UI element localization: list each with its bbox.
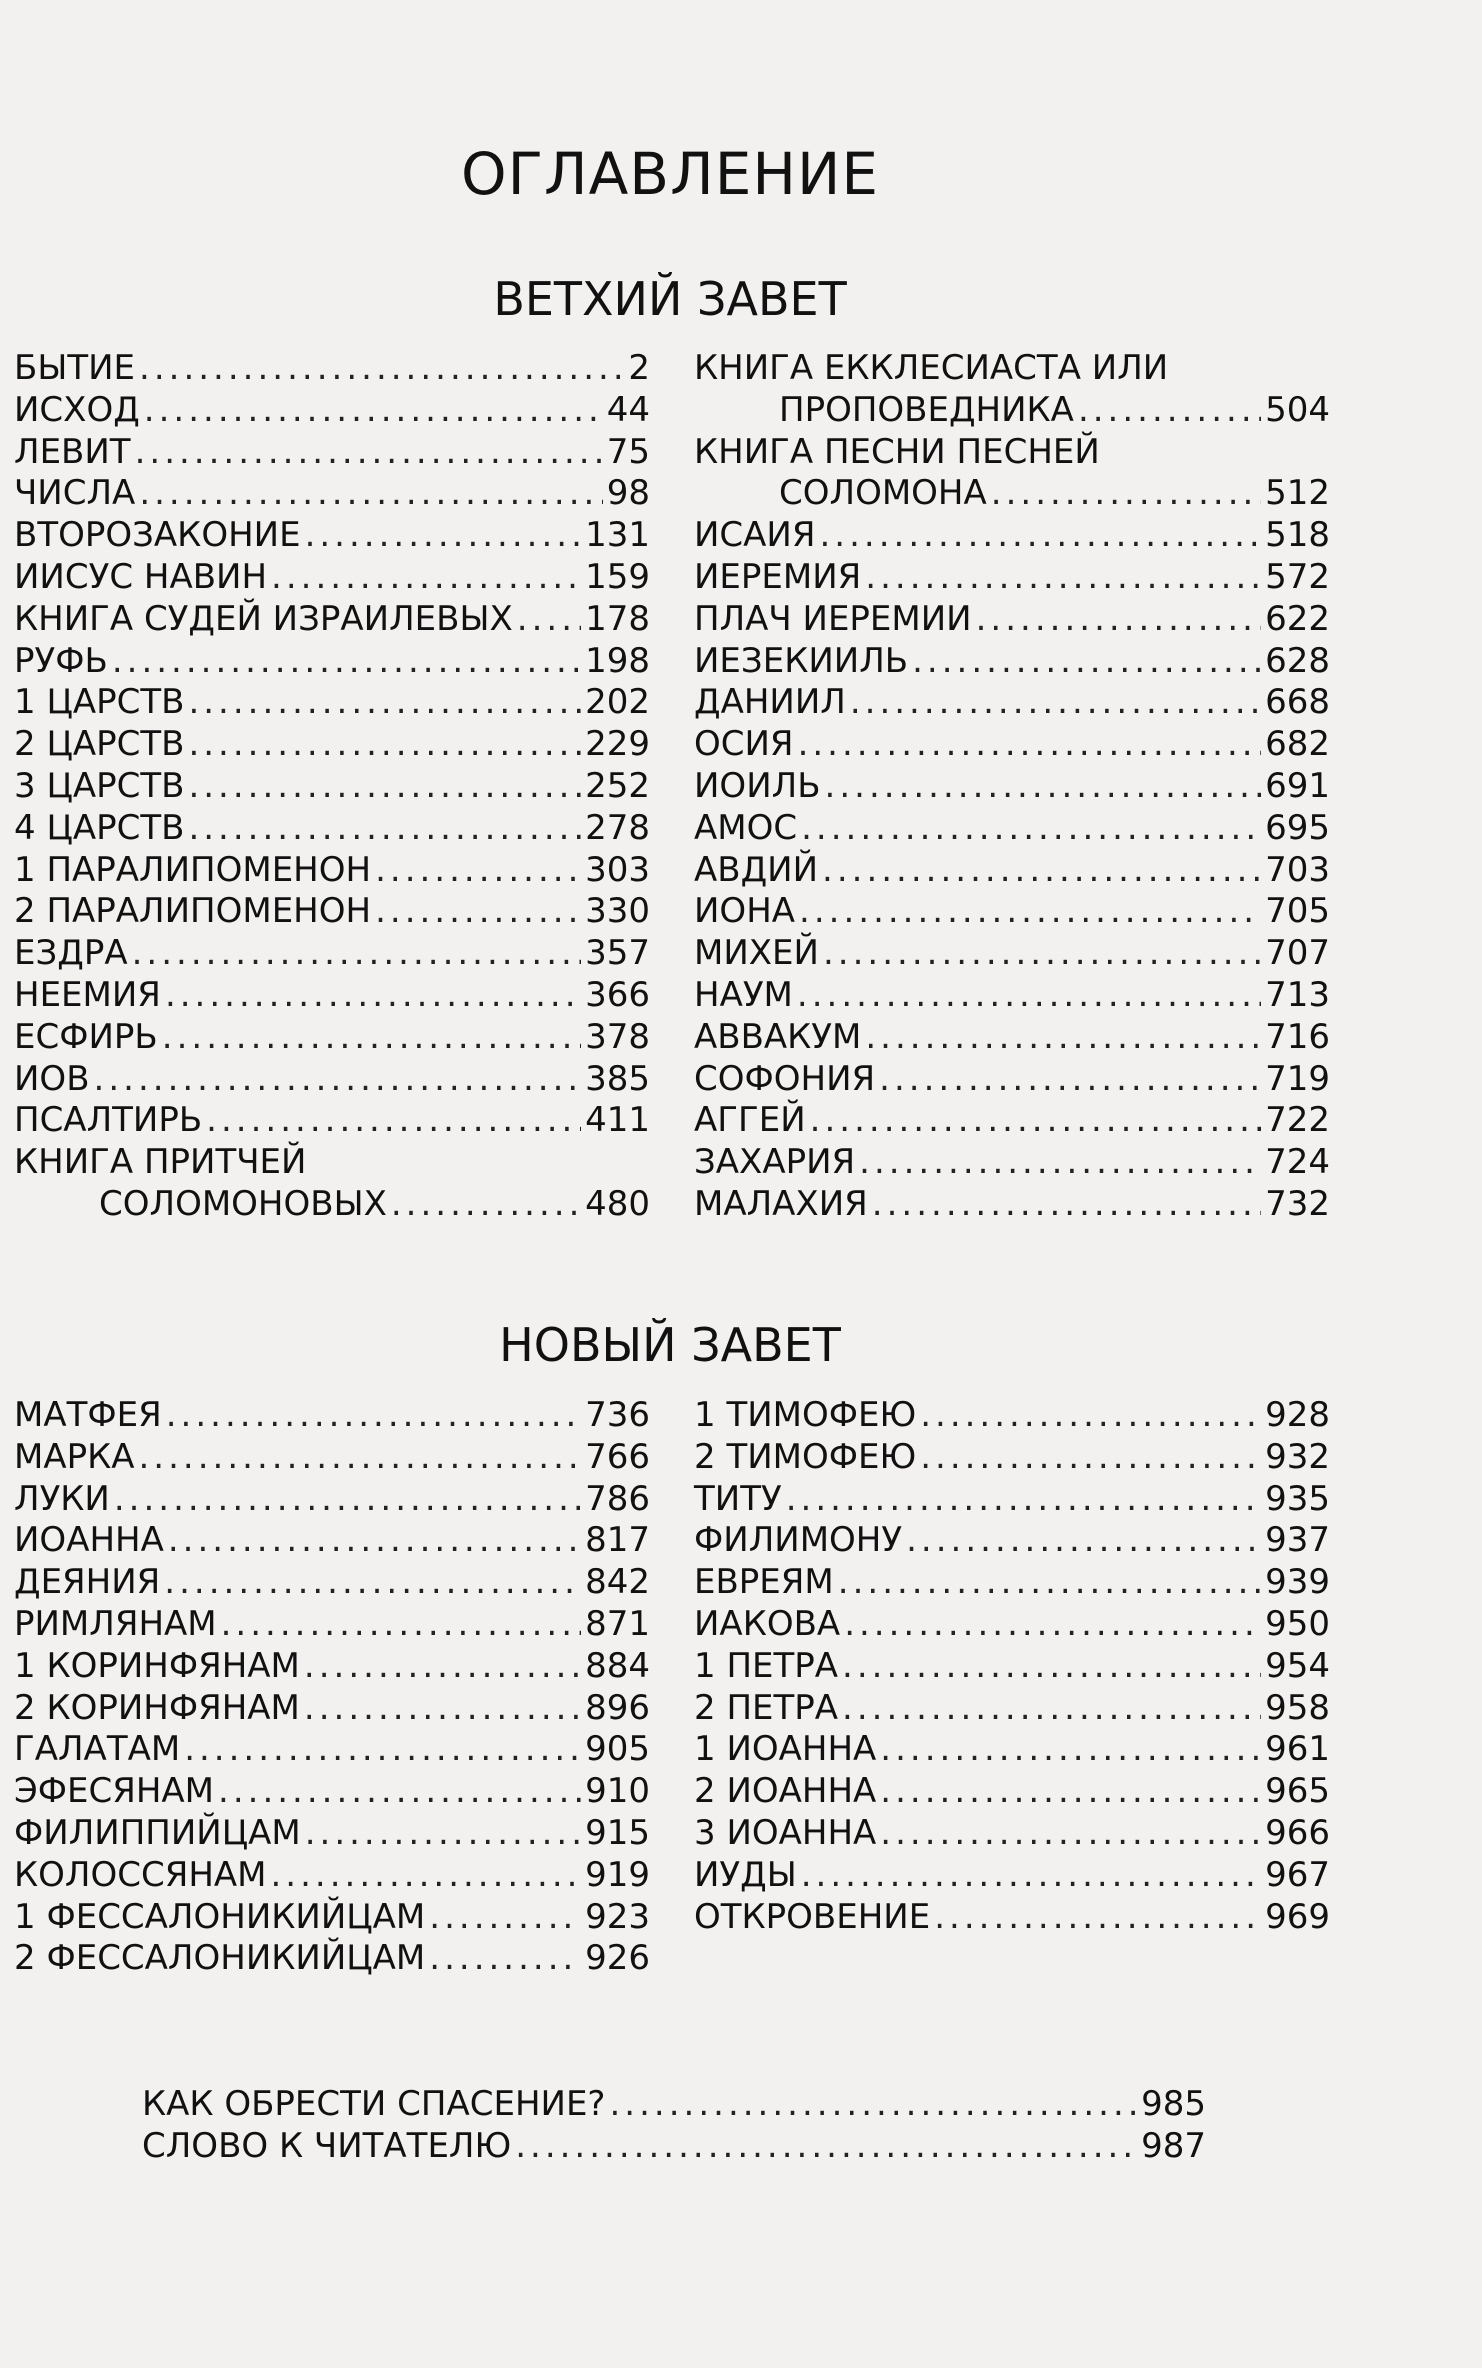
dot-leader	[188, 766, 581, 808]
toc-entry-title: 2 ЦАРСТВ	[14, 724, 185, 765]
toc-entry-title: 2 ИОАННА	[694, 1771, 877, 1812]
toc-entry[interactable]	[14, 557, 650, 599]
dot-leader	[188, 808, 581, 850]
dot-leader	[168, 1520, 581, 1562]
dot-leader	[865, 1017, 1261, 1059]
toc-entry-page: 939	[1265, 1562, 1330, 1603]
toc-entry[interactable]	[694, 850, 1330, 892]
toc-entry[interactable]	[14, 724, 650, 766]
toc-entry-proverbs-line1: КНИГА ПРИТЧЕЙ	[14, 1142, 307, 1183]
dot-leader	[139, 473, 602, 515]
toc-entry[interactable]	[14, 473, 650, 515]
toc-entry[interactable]	[14, 1813, 650, 1855]
old-testament-left-column	[14, 348, 650, 1226]
toc-entry[interactable]	[14, 1729, 650, 1771]
dot-leader	[920, 1437, 1261, 1479]
toc-entry[interactable]	[694, 1729, 1330, 1771]
toc-entry-title: БЫТИЕ	[14, 348, 136, 388]
toc-entry-page: 842	[585, 1562, 650, 1603]
dot-leader	[912, 641, 1261, 683]
toc-entry-page: 178	[585, 598, 650, 639]
toc-entry-title: ИОВ	[14, 1058, 90, 1099]
toc-entry[interactable]	[14, 432, 650, 474]
section-title-new-testament: НОВЫЙ ЗАВЕТ	[499, 1318, 841, 1372]
dot-leader	[94, 1059, 582, 1101]
toc-entry[interactable]	[14, 1688, 650, 1730]
dot-leader	[221, 1604, 581, 1646]
dot-leader	[822, 850, 1261, 892]
toc-entry[interactable]	[694, 1059, 1330, 1101]
toc-entry-title: СЛОВО К ЧИТАТЕЛЮ	[142, 2125, 512, 2166]
dot-leader	[798, 724, 1262, 766]
dot-leader	[139, 1437, 582, 1479]
toc-entry-page: 357	[585, 933, 650, 974]
toc-entry-title: 1 ПЕТРА	[694, 1645, 839, 1686]
dot-leader	[842, 1688, 1261, 1730]
toc-entry-title: МАТФЕЯ	[14, 1395, 162, 1435]
toc-entry-title: 2 ТИМОФЕЮ	[694, 1436, 917, 1477]
toc-entry-page: 75	[606, 431, 650, 472]
toc-entry[interactable]	[14, 1562, 650, 1604]
dot-leader	[842, 1646, 1261, 1688]
toc-entry-page: 705	[1265, 891, 1330, 932]
toc-entry[interactable]	[694, 975, 1330, 1017]
toc-entry-title: РУФЬ	[14, 640, 108, 681]
toc-entry-page: 202	[585, 682, 650, 723]
toc-entry[interactable]	[14, 1604, 650, 1646]
toc-entry-page: 668	[1265, 682, 1330, 723]
toc-entry[interactable]	[694, 682, 1330, 724]
toc-entry-page: 766	[585, 1436, 650, 1477]
dot-leader	[797, 975, 1261, 1017]
toc-entry-title: ДЕЯНИЯ	[14, 1562, 161, 1603]
dot-leader	[135, 432, 603, 474]
toc-entry[interactable]	[14, 641, 650, 683]
toc-entry-title: ЕСФИРЬ	[14, 1016, 158, 1057]
toc-entry[interactable]	[694, 1100, 1330, 1142]
toc-entry[interactable]	[694, 515, 1330, 557]
new-testament-left-column	[14, 1395, 650, 1980]
dot-leader	[184, 1729, 581, 1771]
toc-entry[interactable]	[694, 933, 1330, 975]
toc-entry[interactable]	[694, 1017, 1330, 1059]
toc-entry[interactable]	[694, 808, 1330, 850]
toc-entry-page: 198	[585, 640, 650, 681]
dot-leader	[810, 1100, 1261, 1142]
toc-entry-title: 2 ФЕССАЛОНИКИЙЦАМ	[14, 1938, 426, 1979]
dot-leader	[880, 1729, 1261, 1771]
toc-entry-title: ДАНИИЛ	[694, 682, 846, 723]
dot-leader	[850, 682, 1261, 724]
toc-entry[interactable]	[694, 1562, 1330, 1604]
toc-entry-page: 958	[1265, 1687, 1330, 1728]
toc-entry[interactable]	[694, 1897, 1330, 1939]
toc-entry-page: 817	[585, 1520, 650, 1561]
toc-entry-page: 44	[606, 389, 650, 430]
dot-leader	[304, 1646, 581, 1688]
toc-entry-page: 303	[585, 849, 650, 890]
dot-leader	[609, 2084, 1137, 2126]
toc-entry[interactable]	[14, 682, 650, 724]
toc-entry-title: АМОС	[694, 807, 798, 848]
toc-entry-page: 966	[1265, 1812, 1330, 1853]
dot-leader	[144, 390, 603, 432]
toc-entry[interactable]	[694, 1437, 1330, 1479]
toc-entry-title: СОФОНИЯ	[694, 1058, 876, 1099]
toc-entry-title: ПРОПОВЕДНИКА	[779, 389, 1074, 430]
toc-entry-title: ЛЕВИТ	[14, 431, 131, 472]
toc-entry[interactable]	[14, 348, 650, 390]
dot-leader	[271, 1855, 582, 1897]
dot-leader	[838, 1562, 1261, 1604]
toc-entry[interactable]	[694, 1395, 1330, 1437]
dot-leader	[880, 1813, 1261, 1855]
dot-leader	[991, 473, 1261, 515]
toc-entry-proverbs[interactable]	[14, 1184, 650, 1226]
toc-entry-title: СОЛОМОНА	[779, 473, 987, 514]
toc-entry-title: ИОНА	[694, 891, 796, 932]
old-testament-right-column	[694, 348, 1330, 1226]
dot-leader	[132, 933, 581, 975]
toc-entry-page: 504	[1265, 389, 1330, 430]
toc-entry-title: ЗАХАРИЯ	[694, 1142, 856, 1183]
toc-entry-page: 954	[1265, 1645, 1330, 1686]
dot-leader	[271, 557, 581, 599]
dot-leader	[1078, 390, 1261, 432]
toc-entry-title: ЕЗДРА	[14, 933, 128, 974]
dot-leader	[188, 724, 581, 766]
toc-entry-page: 935	[1265, 1478, 1330, 1519]
toc-entry-title: ПЛАЧ ИЕРЕМИИ	[694, 598, 972, 639]
dot-leader	[844, 1604, 1261, 1646]
toc-entry-page: 719	[1265, 1058, 1330, 1099]
toc-entry-page: 703	[1265, 849, 1330, 890]
toc-entry-page: 252	[585, 765, 650, 806]
toc-entry-title: КОЛОССЯНАМ	[14, 1854, 267, 1895]
toc-entry-title: ЭФЕСЯНАМ	[14, 1771, 215, 1812]
toc-entry-page: 131	[585, 515, 650, 556]
toc-entry-page: 518	[1265, 515, 1330, 556]
toc-entry-ecclesiastes-line1: КНИГА ЕККЛЕСИАСТА ИЛИ	[694, 348, 1169, 388]
toc-entry-title: ГАЛАТАМ	[14, 1729, 181, 1770]
toc-entry[interactable]	[14, 1938, 650, 1980]
toc-entry[interactable]	[694, 599, 1330, 641]
toc-entry[interactable]	[142, 2126, 1206, 2168]
toc-entry-page: 229	[585, 724, 650, 765]
toc-entry-page: 732	[1265, 1183, 1330, 1224]
toc-entry-title: МАЛАХИЯ	[694, 1183, 868, 1224]
toc-entry[interactable]	[694, 1184, 1330, 1226]
toc-entry[interactable]	[14, 933, 650, 975]
dot-leader	[304, 1688, 581, 1730]
toc-entry-ecclesiastes[interactable]	[694, 390, 1330, 432]
toc-entry-page: 695	[1265, 807, 1330, 848]
toc-entry-page: 871	[585, 1603, 650, 1644]
dot-leader	[823, 933, 1261, 975]
toc-entry[interactable]	[14, 1897, 650, 1939]
dot-leader	[801, 808, 1261, 850]
toc-entry-title: АВДИЙ	[694, 849, 819, 890]
toc-entry[interactable]	[694, 1855, 1330, 1897]
toc-entry-title: 1 ИОАННА	[694, 1729, 877, 1770]
dot-leader	[114, 1479, 581, 1521]
toc-entry-song-line1: КНИГА ПЕСНИ ПЕСНЕЙ	[694, 431, 1100, 472]
dot-leader	[391, 1184, 581, 1226]
toc-entry[interactable]	[142, 2084, 1206, 2126]
toc-entry[interactable]	[14, 891, 650, 933]
toc-entry[interactable]	[14, 1520, 650, 1562]
toc-entry-title: ЧИСЛА	[14, 473, 136, 514]
toc-entry-title: ИЕЗЕКИИЛЬ	[694, 640, 909, 681]
dot-leader	[872, 1184, 1261, 1226]
toc-entry-title: 1 ТИМОФЕЮ	[694, 1395, 917, 1435]
toc-entry-page: 896	[585, 1687, 650, 1728]
toc-entry[interactable]	[694, 724, 1330, 766]
toc-entry-title: ИИСУС НАВИН	[14, 556, 268, 597]
toc-entry-page: 2	[628, 348, 650, 388]
toc-entry-page: 919	[585, 1854, 650, 1895]
toc-entry-title: 1 КОРИНФЯНАМ	[14, 1645, 300, 1686]
toc-entry[interactable]	[694, 557, 1330, 599]
toc-entry-page: 385	[585, 1058, 650, 1099]
toc-entry[interactable]	[694, 1688, 1330, 1730]
dot-leader	[515, 2126, 1137, 2168]
dot-leader	[934, 1897, 1261, 1939]
toc-entry-title: ИОИЛЬ	[694, 765, 821, 806]
toc-entry-title: ИСАИЯ	[694, 515, 816, 556]
dot-leader	[112, 641, 581, 683]
dot-leader	[865, 557, 1261, 599]
toc-entry-title: МИХЕЙ	[694, 933, 819, 974]
dot-leader	[375, 850, 581, 892]
toc-entry-page: 378	[585, 1016, 650, 1057]
toc-entry-title: 1 ФЕССАЛОНИКИЙЦАМ	[14, 1896, 426, 1937]
toc-entry-page: 480	[585, 1183, 650, 1224]
toc-entry[interactable]	[694, 891, 1330, 933]
toc-entry-page: 937	[1265, 1520, 1330, 1561]
dot-leader	[429, 1938, 581, 1980]
dot-leader	[825, 766, 1262, 808]
toc-entry[interactable]	[14, 975, 650, 1017]
toc-entry-title: АВВАКУМ	[694, 1016, 862, 1057]
dot-leader	[517, 599, 581, 641]
toc-entry-page: 713	[1265, 974, 1330, 1015]
dot-leader	[188, 682, 581, 724]
toc-entry-page: 411	[585, 1100, 650, 1141]
toc-entry[interactable]	[694, 1771, 1330, 1813]
toc-entry-page: 366	[585, 974, 650, 1015]
toc-entry-title: 3 ИОАННА	[694, 1812, 877, 1853]
toc-entry-title: АГГЕЙ	[694, 1100, 806, 1141]
toc-entry-page: 910	[585, 1771, 650, 1812]
toc-entry-title: РИМЛЯНАМ	[14, 1603, 217, 1644]
toc-entry-title: ТИТУ	[694, 1478, 782, 1519]
toc-entry-page: 98	[606, 473, 650, 514]
toc-entry-page: 736	[585, 1395, 650, 1435]
toc-entry-page: 622	[1265, 598, 1330, 639]
dot-leader	[429, 1897, 581, 1939]
toc-entry[interactable]	[14, 850, 650, 892]
toc-entry-page: 159	[585, 556, 650, 597]
toc-entry[interactable]	[14, 808, 650, 850]
toc-entry[interactable]	[14, 766, 650, 808]
toc-entry-title: ИСХОД	[14, 389, 140, 430]
toc-entry-page: 691	[1265, 765, 1330, 806]
toc-entry-page: 969	[1265, 1896, 1330, 1937]
toc-entry[interactable]	[14, 515, 650, 557]
dot-leader	[801, 1855, 1261, 1897]
section-title-old-testament: ВЕТХИЙ ЗАВЕТ	[493, 272, 847, 326]
dot-leader	[906, 1520, 1261, 1562]
toc-entry-title: 4 ЦАРСТВ	[14, 807, 185, 848]
dot-leader	[859, 1142, 1261, 1184]
toc-entry-page: 330	[585, 891, 650, 932]
toc-entry-page: 628	[1265, 640, 1330, 681]
toc-entry-title: ФИЛИМОНУ	[694, 1520, 903, 1561]
page-title: ОГЛАВЛЕНИЕ	[460, 140, 879, 208]
toc-entry-page: 786	[585, 1478, 650, 1519]
dot-leader	[305, 1813, 581, 1855]
toc-entry[interactable]	[694, 641, 1330, 683]
dot-leader	[162, 1017, 581, 1059]
toc-entry-page: 950	[1265, 1603, 1330, 1644]
toc-entry-title: ВТОРОЗАКОНИЕ	[14, 515, 301, 556]
toc-entry[interactable]	[694, 1142, 1330, 1184]
dot-leader	[799, 891, 1261, 933]
toc-entry-title: МАРКА	[14, 1436, 135, 1477]
toc-entry-title: ИАКОВА	[694, 1603, 841, 1644]
toc-entry-title: ОСИЯ	[694, 724, 794, 765]
dot-leader	[786, 1479, 1261, 1521]
toc-entry[interactable]	[14, 1646, 650, 1688]
toc-entry-page: 923	[585, 1896, 650, 1937]
toc-entry-page: 572	[1265, 556, 1330, 597]
toc-entry-page: 278	[585, 807, 650, 848]
toc-entry-title: 2 КОРИНФЯНАМ	[14, 1687, 300, 1728]
dot-leader	[164, 1562, 581, 1604]
toc-entry-page: 722	[1265, 1100, 1330, 1141]
new-testament-right-column	[694, 1395, 1330, 1938]
toc-entry[interactable]	[14, 1017, 650, 1059]
toc-entry[interactable]	[14, 599, 650, 641]
toc-entry-title: 1 ПАРАЛИПОМЕНОН	[14, 849, 372, 890]
toc-entry-page: 987	[1141, 2125, 1206, 2166]
toc-entry-page: 716	[1265, 1016, 1330, 1057]
dot-leader	[820, 515, 1262, 557]
toc-entry-page: 967	[1265, 1854, 1330, 1895]
toc-entry-title: ИЕРЕМИЯ	[694, 556, 862, 597]
toc-entry[interactable]	[14, 1059, 650, 1101]
toc-entry-page: 932	[1265, 1436, 1330, 1477]
toc-entry-page: 884	[585, 1645, 650, 1686]
toc-entry[interactable]	[694, 1813, 1330, 1855]
toc-entry[interactable]	[694, 1604, 1330, 1646]
dot-leader	[880, 1771, 1261, 1813]
toc-entry[interactable]	[694, 1479, 1330, 1521]
dot-leader	[375, 891, 581, 933]
toc-entry-page: 926	[585, 1938, 650, 1979]
toc-entry[interactable]	[14, 1395, 650, 1437]
toc-entry-page: 965	[1265, 1771, 1330, 1812]
toc-entry-title: ЕВРЕЯМ	[694, 1562, 834, 1603]
toc-entry-page: 985	[1141, 2084, 1206, 2124]
dot-leader	[218, 1771, 581, 1813]
toc-entry[interactable]	[14, 1771, 650, 1813]
toc-entry-title: КНИГА СУДЕЙ ИЗРАИЛЕВЫХ	[14, 598, 513, 639]
toc-entry[interactable]	[694, 766, 1330, 808]
toc-entry-page: 682	[1265, 724, 1330, 765]
toc-entry[interactable]	[14, 1100, 650, 1142]
dot-leader	[165, 975, 581, 1017]
dot-leader	[879, 1059, 1261, 1101]
dot-leader	[139, 348, 624, 390]
toc-entry-page: 707	[1265, 933, 1330, 974]
dot-leader	[976, 599, 1261, 641]
extras-column	[142, 2084, 1206, 2168]
toc-entry-song[interactable]	[694, 473, 1330, 515]
toc-entry-page: 928	[1265, 1395, 1330, 1435]
toc-entry[interactable]	[694, 1646, 1330, 1688]
dot-leader	[206, 1100, 581, 1142]
toc-entry-title: НАУМ	[694, 974, 793, 1015]
toc-entry-page: 905	[585, 1729, 650, 1770]
toc-entry-title: 2 ПАРАЛИПОМЕНОН	[14, 891, 372, 932]
toc-entry-page: 915	[585, 1812, 650, 1853]
toc-entry[interactable]	[14, 1855, 650, 1897]
toc-entry-page: 512	[1265, 473, 1330, 514]
toc-entry[interactable]	[14, 1479, 650, 1521]
toc-entry-title: ИОАННА	[14, 1520, 164, 1561]
dot-leader	[305, 515, 582, 557]
dot-leader	[920, 1395, 1261, 1437]
toc-entry-title: ПСАЛТИРЬ	[14, 1100, 203, 1141]
toc-entry-title: ИУДЫ	[694, 1854, 797, 1895]
toc-entry-title: НЕЕМИЯ	[14, 974, 161, 1015]
toc-entry-title: СОЛОМОНОВЫХ	[99, 1183, 387, 1224]
toc-entry[interactable]	[694, 1520, 1330, 1562]
toc-entry-title: ЛУКИ	[14, 1478, 110, 1519]
toc-entry-title: ФИЛИППИЙЦАМ	[14, 1812, 301, 1853]
toc-entry-title: КАК ОБРЕСТИ СПАСЕНИЕ?	[142, 2084, 606, 2124]
dot-leader	[166, 1395, 581, 1437]
toc-entry[interactable]	[14, 1437, 650, 1479]
toc-entry[interactable]	[14, 390, 650, 432]
toc-entry-page: 961	[1265, 1729, 1330, 1770]
toc-entry-page: 724	[1265, 1142, 1330, 1183]
toc-entry-title: 3 ЦАРСТВ	[14, 765, 185, 806]
toc-entry-title: 1 ЦАРСТВ	[14, 682, 185, 723]
toc-entry-title: 2 ПЕТРА	[694, 1687, 839, 1728]
toc-entry-title: ОТКРОВЕНИЕ	[694, 1896, 931, 1937]
